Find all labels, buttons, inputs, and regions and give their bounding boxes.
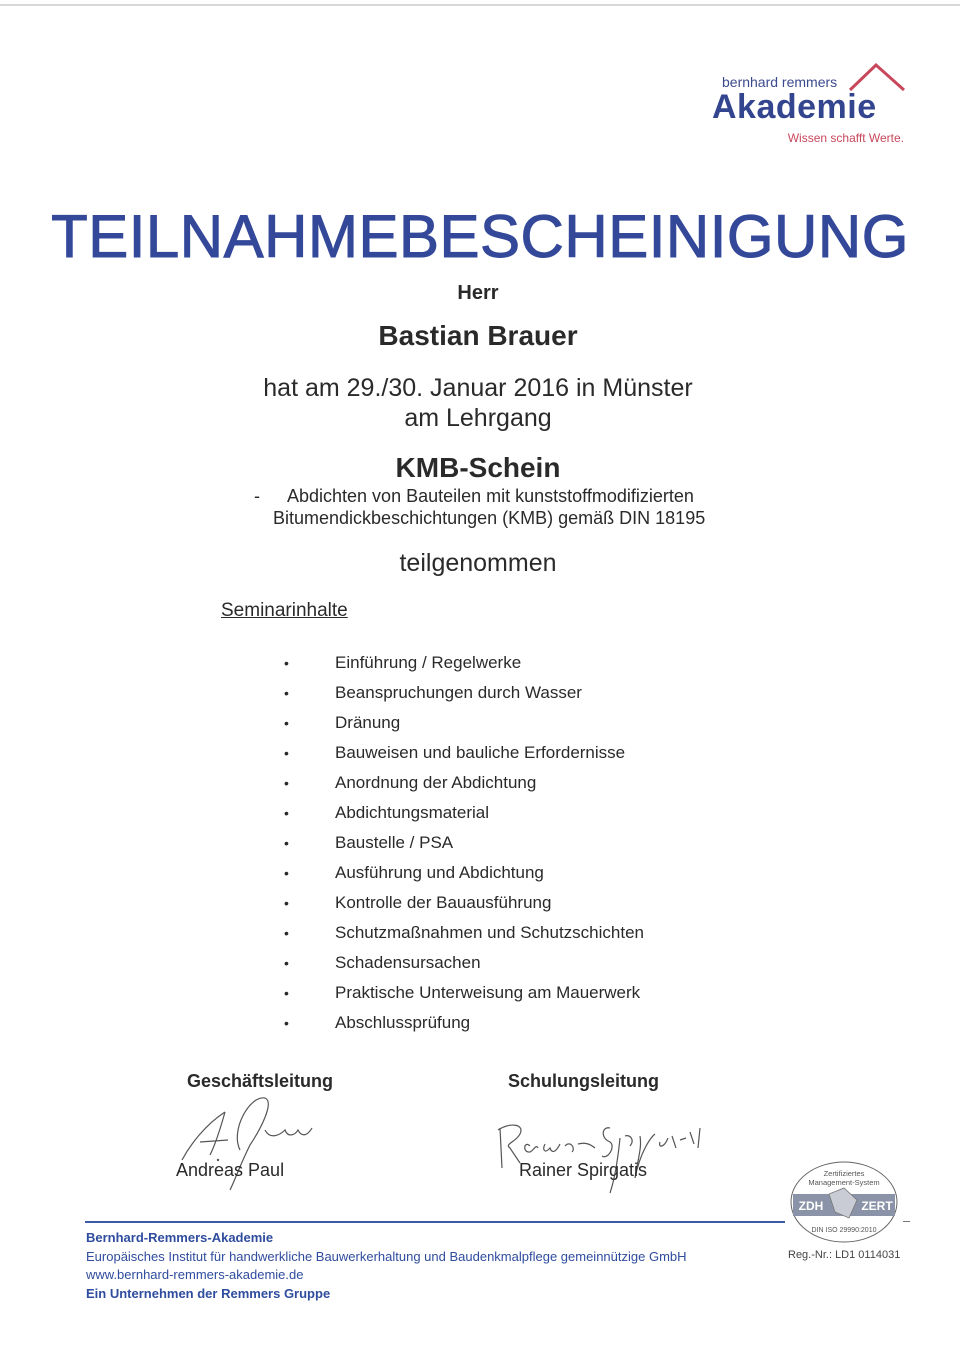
bullet-icon: • (284, 715, 289, 731)
top-scan-edge (0, 4, 960, 6)
akademie-logo (712, 60, 912, 150)
logo-tagline: Wissen schafft Werte. (787, 131, 904, 145)
signature-role-left: Geschäftsleitung (187, 1071, 334, 1091)
svg-text:Zertifiziertes: Zertifiziertes (823, 1169, 865, 1178)
signature-name-left: Andreas Paul (176, 1160, 285, 1180)
bullet-icon: • (284, 985, 289, 1001)
footer-divider (85, 1221, 785, 1223)
salutation: Herr (457, 282, 499, 304)
bullet-icon: • (284, 775, 289, 791)
signature-role-right: Schulungsleitung (508, 1071, 659, 1091)
bullet-icon: • (284, 895, 289, 911)
footer-group: Ein Unternehmen der Remmers Gruppe (86, 1285, 331, 1301)
bullet-icon: • (284, 835, 289, 851)
bullet-icon: • (284, 955, 289, 971)
certificate-title: TEILNAHMEBESCHEINIGUNG (51, 203, 909, 270)
description-line-2: Bitumendickbeschichtungen (KMB) gemäß DIN 18195 (273, 508, 706, 528)
signature-scribble-right-icon (490, 1108, 710, 1198)
date-location-line: hat am 29./30. Januar 2016 in Münster (263, 374, 693, 402)
svg-text:Management-System: Management-System (808, 1178, 880, 1187)
participated-text: teilgenommen (399, 549, 557, 577)
course-name: KMB-Schein (395, 452, 561, 483)
seminar-heading: Seminarinhalte (221, 600, 348, 621)
svg-text:ZERT: ZERT (861, 1199, 893, 1213)
course-intro: am Lehrgang (404, 404, 552, 432)
bullet-icon: • (284, 685, 289, 701)
footer-divider-end (903, 1221, 910, 1222)
logo-brand-big: Akademie (712, 88, 877, 126)
bullet-icon: • (284, 805, 289, 821)
bullet-icon: • (284, 925, 289, 941)
bullet-icon: • (284, 1015, 289, 1031)
svg-text:ZDH: ZDH (798, 1199, 824, 1213)
bullet-icon: • (284, 655, 289, 671)
footer (86, 1229, 687, 1303)
signature-name-right: Rainer Spirgatis (519, 1160, 648, 1180)
description-line-1: Abdichten von Bauteilen mit kunststoffmodifizierten (287, 486, 694, 506)
bullet-icon: • (284, 865, 289, 881)
logo-brand-small: bernhard remmers (722, 74, 838, 90)
description-dash: - (254, 486, 260, 506)
footer-institute: Europäisches Institut für handwerkliche Bauwerkerhaltung und Baudenkmalpflege gemeinnützige GmbH (86, 1248, 687, 1264)
registration-number: Reg.-Nr.: LD1 0114031 (788, 1249, 901, 1261)
footer-website-link[interactable]: www.bernhard-remmers-akademie.de (86, 1267, 304, 1282)
participant-name: Bastian Brauer (378, 320, 578, 351)
footer-org-name: Bernhard-Remmers-Akademie (86, 1230, 274, 1245)
zdh-zert-seal-icon (789, 1160, 899, 1244)
bullet-icon: • (284, 745, 289, 761)
svg-text:DIN ISO 29990:2010: DIN ISO 29990:2010 (811, 1227, 877, 1234)
